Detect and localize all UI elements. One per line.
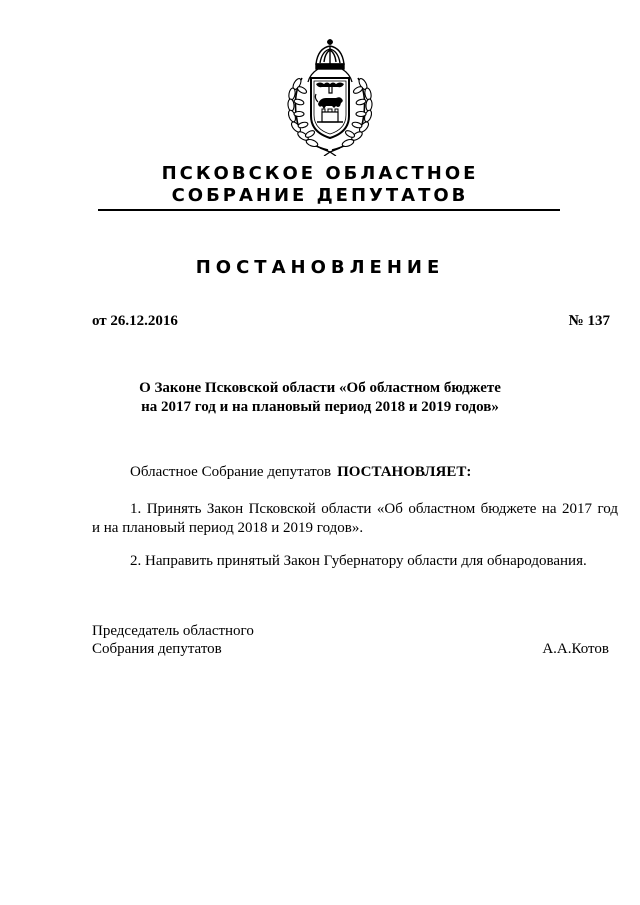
resolution-item-1-line-2: и на плановый период 2018 и 2019 годов». xyxy=(92,520,364,536)
preamble xyxy=(130,463,471,482)
document-title xyxy=(0,379,640,417)
signatory-position xyxy=(92,622,254,658)
preamble-text: Областное Собрание депутатов xyxy=(130,464,332,480)
resolution-item-2: 2. Направить принятый Закон Губернатору области для обнародования. xyxy=(130,553,587,569)
document-title-line-2: на 2017 год и на плановый период 2018 и 2019 годов» xyxy=(141,399,499,415)
document-date: от 26.12.2016 xyxy=(92,313,178,329)
document-title-line-1: О Законе Псковской области «Об областном бюджете xyxy=(139,380,501,396)
coat-of-arms-icon xyxy=(280,38,380,156)
document-type-heading: ПОСТАНОВЛЕНИЕ xyxy=(195,257,445,278)
resolve-word: ПОСТАНОВЛЯЕТ: xyxy=(337,464,472,480)
signatory-position-line-2: Собрания депутатов xyxy=(92,641,222,657)
signatory-position-line-1: Председатель областного xyxy=(92,623,254,639)
resolution-item-1 xyxy=(92,500,618,538)
organization-name-line-2: СОБРАНИЕ ДЕПУТАТОВ xyxy=(171,185,469,206)
header-divider xyxy=(98,209,560,211)
resolution-item-1-line-1: 1. Принять Закон Псковской области «Об областном бюджете на 2017 год xyxy=(130,501,618,517)
document-number: № 137 xyxy=(568,313,610,329)
signatory-name: А.А.Котов xyxy=(542,641,609,657)
organization-name-line-1: ПСКОВСКОЕ ОБЛАСТНОЕ xyxy=(161,163,479,184)
